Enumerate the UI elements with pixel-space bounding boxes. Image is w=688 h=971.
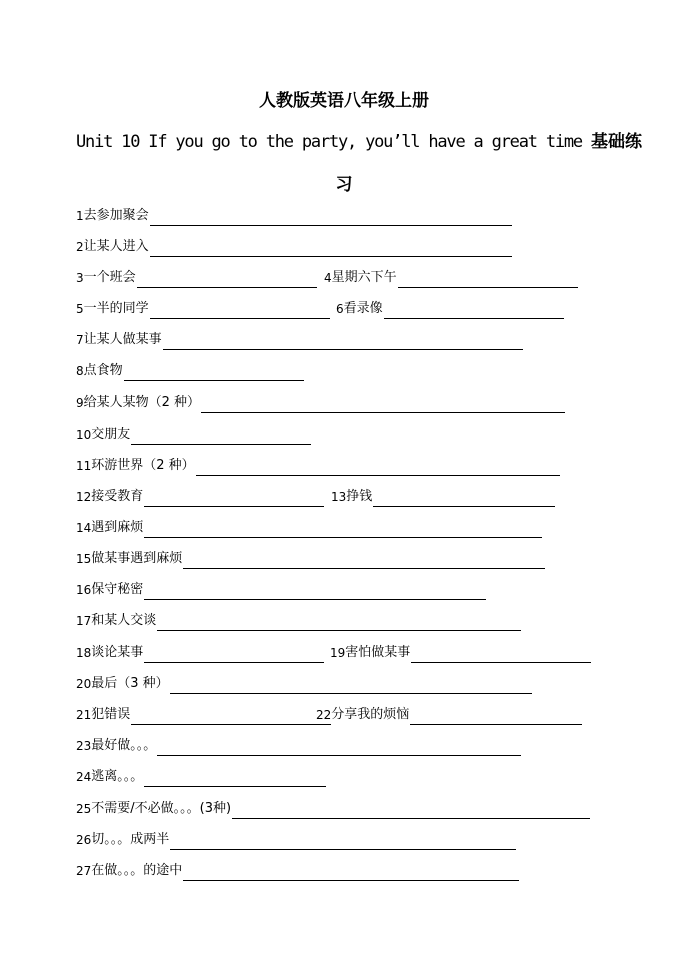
exercise-item xyxy=(76,393,565,413)
item-label: 给某人某物（2 种） xyxy=(83,395,201,410)
item-number: 16 xyxy=(76,583,92,597)
answer-blank[interactable] xyxy=(150,241,512,257)
exercise-item xyxy=(76,674,532,694)
item-label: 最后（3 种） xyxy=(91,676,169,691)
exercise-item xyxy=(330,643,591,663)
answer-blank[interactable] xyxy=(163,334,523,350)
answer-blank[interactable] xyxy=(157,615,521,631)
answer-blank[interactable] xyxy=(232,803,590,819)
answer-blank[interactable] xyxy=(150,303,330,319)
exercise-item xyxy=(76,767,326,787)
unit-title-en: Unit 10 If you go to the party, you’ll have a great time xyxy=(76,132,582,152)
item-number: 3 xyxy=(76,271,84,285)
item-label: 逃离。。。 xyxy=(91,769,144,784)
item-number: 18 xyxy=(76,646,92,660)
exercise-item xyxy=(76,206,512,226)
item-number: 1 xyxy=(76,209,84,223)
unit-title-cn: 基础练 xyxy=(591,132,642,152)
answer-blank[interactable] xyxy=(157,740,521,756)
item-label: 最好做。。。 xyxy=(91,738,157,753)
item-number: 6 xyxy=(336,302,344,316)
answer-blank[interactable] xyxy=(170,678,532,694)
exercise-item xyxy=(76,643,324,663)
item-number: 13 xyxy=(331,490,347,504)
item-label: 让某人做某事 xyxy=(83,332,162,347)
item-label: 一个班会 xyxy=(83,270,136,285)
item-number: 9 xyxy=(76,396,84,410)
item-number: 21 xyxy=(76,708,92,722)
answer-blank[interactable] xyxy=(183,865,519,881)
answer-blank[interactable] xyxy=(373,491,555,507)
item-label: 让某人进入 xyxy=(83,239,149,254)
item-number: 17 xyxy=(76,614,92,628)
item-number: 14 xyxy=(76,521,92,535)
item-number: 20 xyxy=(76,677,92,691)
exercise-item xyxy=(331,487,555,507)
item-label: 害怕做某事 xyxy=(345,645,411,660)
item-number: 25 xyxy=(76,802,92,816)
page-title: 人教版英语八年级上册 xyxy=(259,91,429,111)
exercise-item xyxy=(76,268,317,288)
exercise-item xyxy=(76,299,330,319)
item-number: 4 xyxy=(324,271,332,285)
item-number: 26 xyxy=(76,833,92,847)
item-label: 切。。。成两半 xyxy=(91,832,170,847)
unit-title-continued: 习 xyxy=(335,175,353,195)
exercise-item xyxy=(76,549,545,569)
item-label: 不需要/不必做。。。(3种) xyxy=(91,801,232,816)
exercise-item xyxy=(76,799,590,819)
answer-blank[interactable] xyxy=(170,834,516,850)
exercise-item xyxy=(76,736,521,756)
item-label: 交朋友 xyxy=(91,427,131,442)
item-label: 挣钱 xyxy=(346,489,373,504)
exercise-item xyxy=(76,705,331,725)
answer-blank[interactable] xyxy=(196,460,560,476)
answer-blank[interactable] xyxy=(144,647,324,663)
item-label: 星期六下午 xyxy=(331,270,397,285)
exercise-item xyxy=(76,237,512,257)
item-label: 遇到麻烦 xyxy=(91,520,144,535)
exercise-item xyxy=(324,268,578,288)
item-number: 2 xyxy=(76,240,84,254)
item-number: 22 xyxy=(316,708,332,722)
item-label: 谈论某事 xyxy=(91,645,144,660)
item-number: 24 xyxy=(76,770,92,784)
answer-blank[interactable] xyxy=(124,365,304,381)
exercise-item xyxy=(336,299,564,319)
item-number: 7 xyxy=(76,333,84,347)
exercise-item xyxy=(76,830,516,850)
item-number: 12 xyxy=(76,490,92,504)
item-label: 环游世界（2 种） xyxy=(91,458,195,473)
answer-blank[interactable] xyxy=(144,771,326,787)
item-label: 做某事遇到麻烦 xyxy=(91,551,183,566)
item-label: 接受教育 xyxy=(91,489,144,504)
item-label: 点食物 xyxy=(83,363,123,378)
answer-blank[interactable] xyxy=(150,210,512,226)
answer-blank[interactable] xyxy=(183,553,545,569)
answer-blank[interactable] xyxy=(144,522,542,538)
answer-blank[interactable] xyxy=(144,491,324,507)
answer-blank[interactable] xyxy=(131,429,311,445)
answer-blank[interactable] xyxy=(131,709,331,725)
exercise-item xyxy=(76,456,560,476)
item-number: 27 xyxy=(76,864,92,878)
item-label: 分享我的烦恼 xyxy=(331,707,410,722)
answer-blank[interactable] xyxy=(410,709,582,725)
exercise-item xyxy=(76,487,324,507)
exercise-item xyxy=(76,861,519,881)
answer-blank[interactable] xyxy=(398,272,578,288)
item-number: 10 xyxy=(76,428,92,442)
item-number: 5 xyxy=(76,302,84,316)
answer-blank[interactable] xyxy=(411,647,591,663)
item-number: 15 xyxy=(76,552,92,566)
item-label: 犯错误 xyxy=(91,707,131,722)
item-label: 一半的同学 xyxy=(83,301,149,316)
exercise-item xyxy=(76,611,521,631)
item-number: 19 xyxy=(330,646,346,660)
exercise-item xyxy=(76,518,542,538)
exercise-item xyxy=(316,705,582,725)
answer-blank[interactable] xyxy=(201,397,565,413)
item-label: 去参加聚会 xyxy=(83,208,149,223)
item-label: 看录像 xyxy=(343,301,383,316)
answer-blank[interactable] xyxy=(144,584,486,600)
exercise-item xyxy=(76,361,304,381)
item-label: 在做。。。的途中 xyxy=(91,863,183,878)
answer-blank[interactable] xyxy=(384,303,564,319)
item-label: 和某人交谈 xyxy=(91,613,157,628)
item-label: 保守秘密 xyxy=(91,582,144,597)
exercise-item xyxy=(76,425,311,445)
unit-title xyxy=(76,127,642,152)
item-number: 11 xyxy=(76,459,92,473)
exercise-item xyxy=(76,330,523,350)
item-number: 8 xyxy=(76,364,84,378)
answer-blank[interactable] xyxy=(137,272,317,288)
exercise-item xyxy=(76,580,486,600)
item-number: 23 xyxy=(76,739,92,753)
